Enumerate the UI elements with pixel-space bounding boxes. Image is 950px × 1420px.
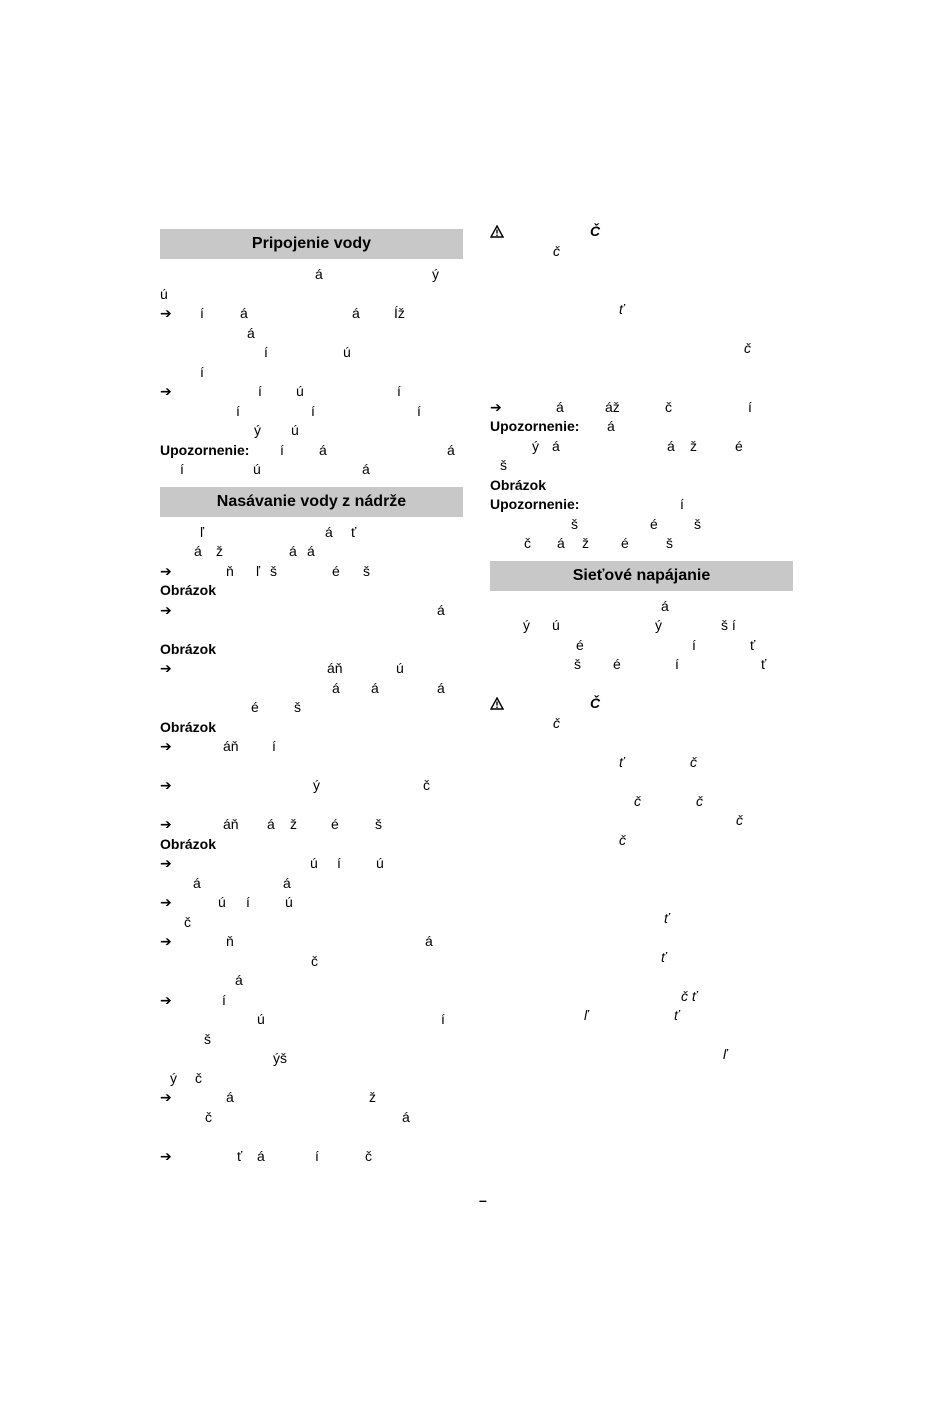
text-line: ➔ ý č: [160, 776, 463, 796]
figure-label: Obrázok: [490, 476, 547, 493]
arrow-right-icon: ➔: [160, 933, 172, 949]
note-label: Upozornenie:: [490, 496, 580, 512]
text-line: ť: [664, 909, 669, 926]
text-line: ľ: [723, 1046, 727, 1062]
arrow-right-icon: ➔: [160, 816, 172, 832]
text-line: ý ú: [254, 422, 299, 438]
text-line: Upozornenie: í á á: [160, 441, 463, 461]
left-column: [160, 222, 463, 1166]
text-line: á: [247, 324, 255, 341]
text-line: č: [553, 242, 560, 259]
note-label: Upozornenie:: [490, 418, 580, 434]
text-line: ➔ ň á: [160, 932, 463, 952]
text-line: ý ú ý š í: [523, 617, 736, 633]
text-line: é í ť: [576, 636, 756, 653]
text-line: ú: [160, 285, 168, 302]
arrow-right-icon: ➔: [160, 1147, 172, 1164]
text-line: Upozornenie: á: [490, 417, 793, 437]
section-title-water-connection: Pripojenie vody: [160, 229, 463, 259]
text-line: č á ž é š: [524, 535, 673, 551]
text-line: í ú: [264, 344, 351, 360]
text-line: ➔ í ú í: [160, 382, 463, 402]
arrow-right-icon: ➔: [160, 777, 172, 793]
figure-label: Obrázok: [160, 718, 217, 735]
text-line: ť č: [619, 753, 697, 770]
text-line: ľ ť: [584, 1007, 679, 1023]
figure-label: Obrázok: [160, 640, 217, 657]
text-line: [490, 476, 793, 496]
text-line: č: [736, 812, 743, 828]
text-line: [160, 835, 463, 855]
text-line: ýš: [273, 1050, 287, 1066]
text-line: ➔ á ž: [160, 1088, 463, 1108]
text-line: [160, 718, 463, 738]
text-line: á ž á á: [194, 543, 315, 559]
arrow-right-icon: ➔: [160, 601, 172, 618]
text-line: č: [184, 913, 191, 930]
text-line: č: [744, 340, 751, 356]
text-line: č č: [634, 792, 703, 809]
text-line: č ť: [681, 987, 697, 1004]
figure-label: Obrázok: [160, 582, 217, 598]
warning-triangle-icon: [490, 697, 504, 710]
text-line: á ý: [315, 266, 439, 282]
text-line: ➔ áň ú: [160, 659, 463, 679]
text-line: ➔ ú í ú: [160, 893, 463, 913]
right-column: [490, 222, 793, 1065]
text-line: ➔ á áž č í: [490, 398, 793, 418]
section-title-tank-suction: Nasávanie vody z nádrže: [160, 487, 463, 517]
arrow-right-icon: ➔: [160, 383, 172, 399]
text-line: á á: [193, 874, 291, 891]
text-line: ť: [661, 948, 666, 965]
text-line: š é í ť: [574, 656, 767, 672]
text-line: ➔ ť á í č: [160, 1147, 463, 1167]
warning-heading: Č: [490, 222, 793, 242]
arrow-right-icon: ➔: [160, 562, 172, 579]
text-line: č: [619, 831, 626, 848]
arrow-right-icon: ➔: [490, 398, 502, 415]
arrow-right-icon: ➔: [160, 855, 172, 871]
text-line: [160, 640, 463, 660]
arrow-right-icon: ➔: [160, 660, 172, 676]
arrow-right-icon: ➔: [160, 738, 172, 754]
text-line: ➔ áň í: [160, 737, 463, 757]
text-line: š: [500, 457, 507, 473]
text-line: ➔ ň ľ š é š: [160, 562, 463, 582]
arrow-right-icon: ➔: [160, 991, 172, 1008]
text-line: ý č: [170, 1069, 202, 1086]
text-line: í ú á: [180, 461, 370, 477]
text-line: á á á: [332, 679, 445, 696]
arrow-right-icon: ➔: [160, 305, 172, 321]
text-line: ľ á ť: [200, 523, 357, 540]
text-line: š é š: [571, 515, 701, 532]
warning-heading: Č: [490, 694, 793, 714]
text-line: [160, 581, 463, 601]
text-line: č: [553, 714, 560, 731]
note-label: Upozornenie:: [160, 441, 250, 458]
text-line: Upozornenie: í: [490, 495, 793, 515]
text-line: é š: [251, 699, 301, 715]
text-line: č á: [205, 1108, 410, 1125]
text-line: á: [661, 597, 669, 614]
text-line: ➔ í á á Íž: [160, 304, 463, 324]
section-title-mains-power: Sieťové napájanie: [490, 561, 793, 591]
text-line: ➔ í: [160, 991, 463, 1011]
text-line: í: [200, 363, 204, 380]
text-line: í í í: [236, 402, 421, 419]
text-line: ➔ á: [160, 601, 463, 621]
text-line: á: [235, 972, 243, 988]
text-line: ť: [619, 301, 624, 317]
figure-label: Obrázok: [160, 835, 217, 852]
text-line: ➔ áň á ž é š: [160, 815, 463, 835]
text-line: č: [311, 952, 318, 969]
text-line: ➔ ú í ú: [160, 854, 463, 874]
page-number: –: [479, 1192, 487, 1208]
text-line: š: [204, 1030, 211, 1047]
text-line: ú í: [257, 1011, 445, 1027]
arrow-right-icon: ➔: [160, 894, 172, 910]
arrow-right-icon: ➔: [160, 1089, 172, 1105]
warning-triangle-icon: [490, 225, 504, 238]
text-line: ý á á ž é: [532, 437, 743, 454]
